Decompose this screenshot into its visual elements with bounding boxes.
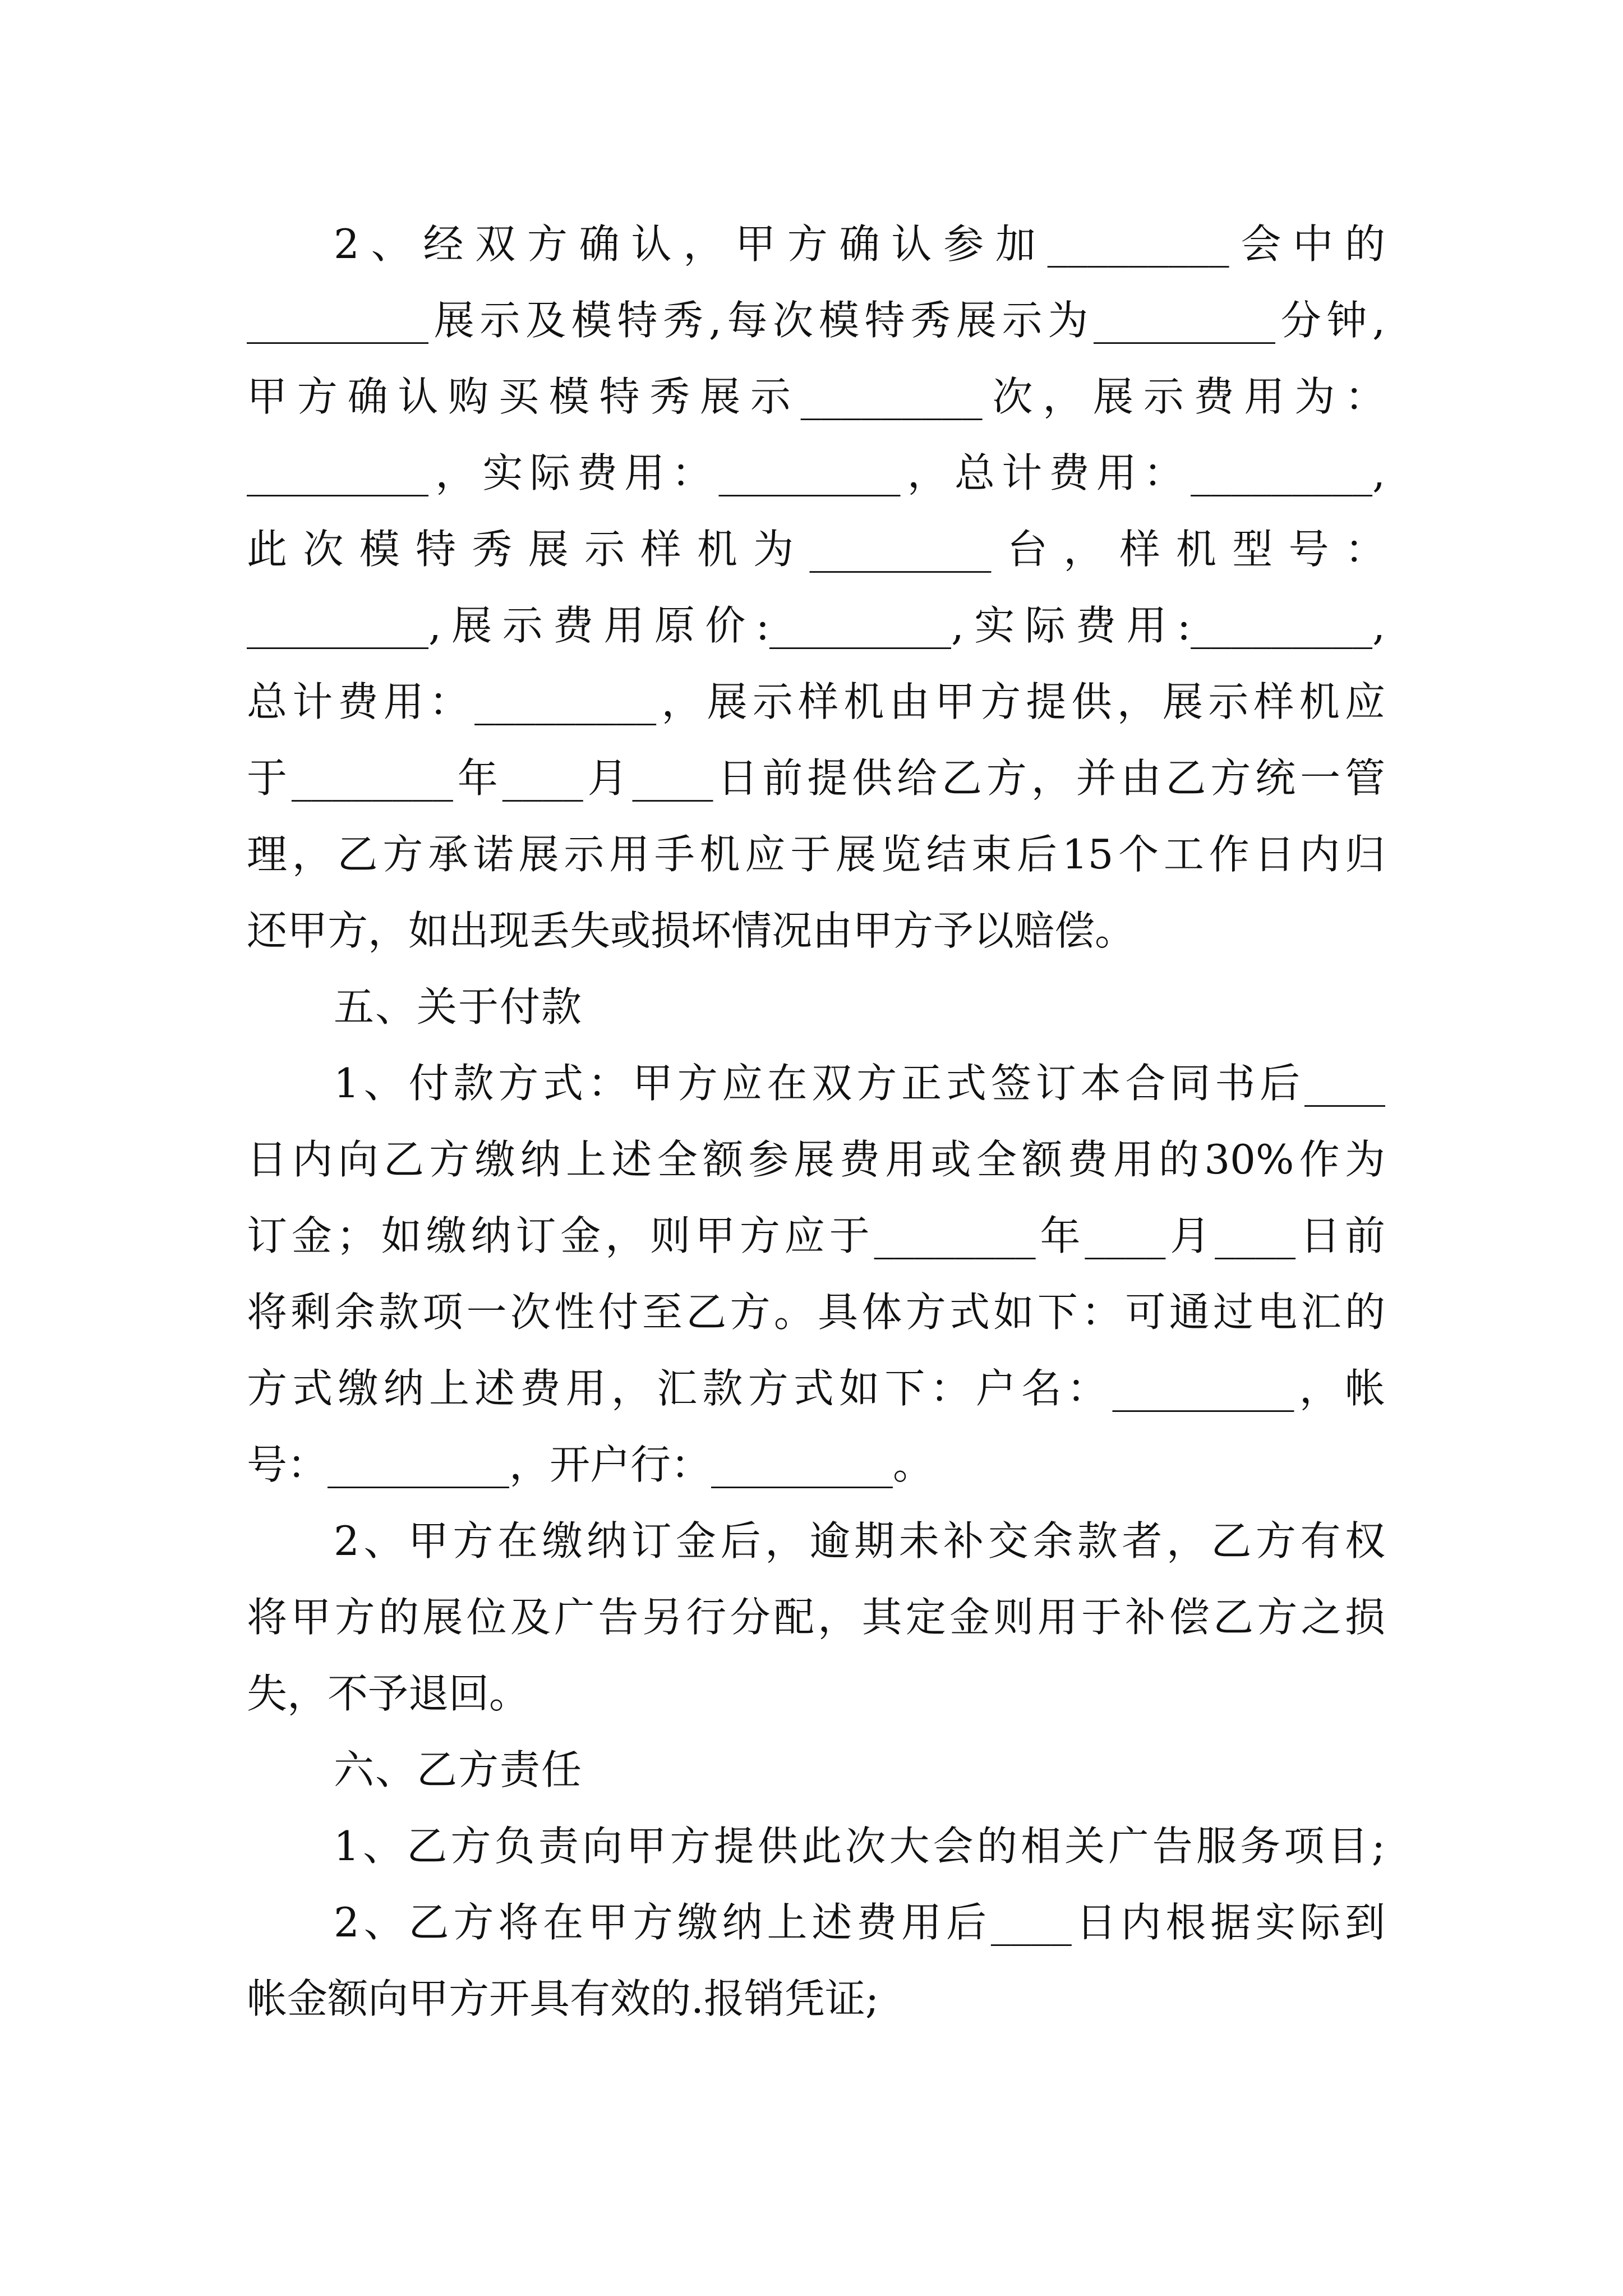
text-line-6: _________,展示费用原价:_________,实际费用:_________, [247, 602, 1385, 649]
text-line-13: 日内向乙方缴纳上述全额参展费用或全额费用的30%作为 [247, 1136, 1385, 1183]
text-line-23: 2、乙方将在甲方缴纳上述费用后____日内根据实际到 [334, 1899, 1385, 1946]
text-line-24: 帐金额向甲方开具有效的.报销凭证; [247, 1975, 879, 2022]
text-line-9: 理，乙方承诺展示用手机应于展览结束后15个工作日内归 [247, 831, 1385, 878]
text-line-18: 2、甲方在缴纳订金后，逾期未补交余款者，乙方有权 [334, 1517, 1385, 1565]
text-line-14: 订金；如缴纳订金，则甲方应于________年____月____日前 [247, 1212, 1385, 1259]
text-line-4: _________，实际费用：_________，总计费用：_________, [247, 449, 1385, 496]
text-line-15: 将剩余款项一次性付至乙方。具体方式如下：可通过电汇的 [247, 1289, 1385, 1336]
text-line-12: 1、付款方式：甲方应在双方正式签订本合同书后____ [334, 1060, 1385, 1107]
text-line-10: 还甲方，如出现丢失或损坏情况由甲方予以赔偿。 [247, 907, 1136, 954]
section-heading-party-b: 六、乙方责任 [334, 1746, 583, 1793]
text-line-7: 总计费用：_________，展示样机由甲方提供，展示样机应 [247, 678, 1385, 725]
text-line-2: _________展示及模特秀,每次模特秀展示为_________分钟, [247, 297, 1385, 344]
text-line-16: 方式缴纳上述费用，汇款方式如下：户名：_________，帐 [247, 1365, 1385, 1412]
text-line-1: 2、经双方确认，甲方确认参加_________会中的 [334, 220, 1385, 268]
text-line-8: 于________年____月____日前提供给乙方，并由乙方统一管 [247, 754, 1385, 802]
text-line-19: 将甲方的展位及广告另行分配，其定金则用于补偿乙方之损 [247, 1594, 1385, 1641]
text-line-22: 1、乙方负责向甲方提供此次大会的相关广告服务项目; [334, 1823, 1385, 1870]
section-heading-payment: 五、关于付款 [334, 983, 583, 1030]
text-line-3: 甲方确认购买模特秀展示_________次，展示费用为： [247, 373, 1385, 420]
text-line-5: 此次模特秀展示样机为_________台，样机型号： [247, 526, 1385, 573]
text-line-17: 号：_________，开户行：_________。 [247, 1441, 934, 1488]
text-line-20: 失，不予退回。 [247, 1670, 530, 1717]
